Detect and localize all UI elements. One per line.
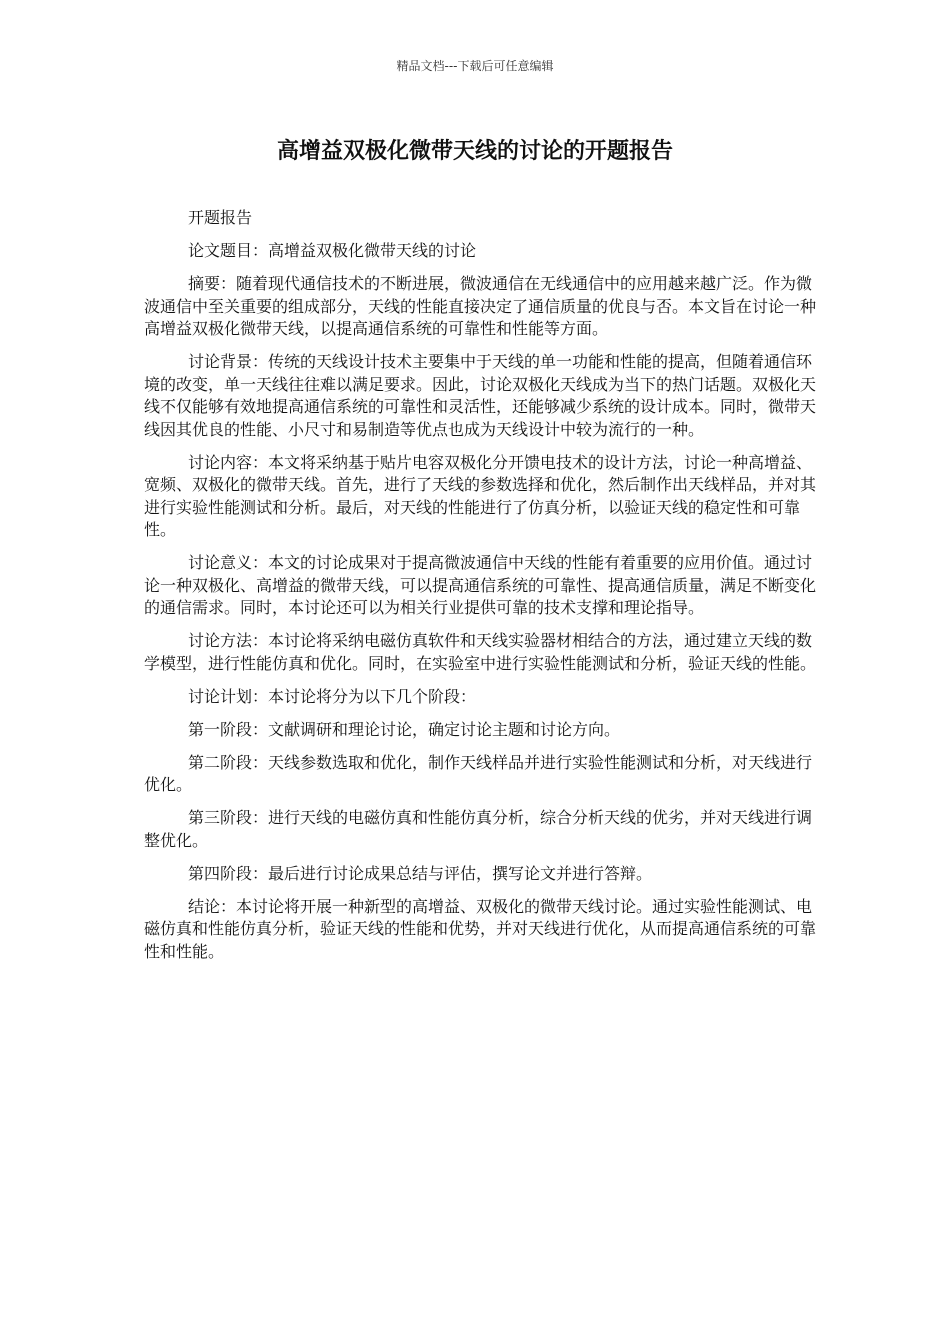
- paragraph-thesis-topic: 论文题目：高增益双极化微带天线的讨论: [188, 241, 477, 260]
- paragraph-content: 讨论内容：本文将采纳基于贴片电容双极化分开馈电技术的设计方法，讨论一种高增益、宽频、双极化的微带天线。首先，进行了天线的参数选择和优化，然后制作出天线样品，并对其进行实验性能测试和分析。最后，对天线的性能进行了仿真分析，以验证天线的稳定性和可靠性。: [144, 452, 817, 539]
- document-title: 高增益双极化微带天线的讨论的开题报告: [276, 139, 673, 164]
- paragraph-background: 讨论背景：传统的天线设计技术主要集中于天线的单一功能和性能的提高，但随着通信环境的改变，单一天线往往难以满足要求。因此，讨论双极化天线成为当下的热门话题。双极化天线不仅能够有效地提高通信系统的可靠性和灵活性，还能够减少系统的设计成本。同时，微带天线因其优良的性能、小尺寸和易制造等优点也成为天线设计中较为流行的一种。: [144, 352, 817, 439]
- paragraph-stage-1: 第一阶段：文献调研和理论讨论，确定讨论主题和讨论方向。: [188, 719, 621, 739]
- paragraph-stage-2: 第二阶段：天线参数选取和优化，制作天线样品并进行实验性能测试和分析，对天线进行优化。: [144, 752, 813, 794]
- paragraph-plan: 讨论计划：本讨论将分为以下几个阶段：: [188, 686, 477, 706]
- paragraph-report-label: 开题报告: [188, 208, 253, 227]
- paragraph-stage-3: 第三阶段：进行天线的电磁仿真和性能仿真分析，综合分析天线的优劣，并对天线进行调整优化。: [144, 808, 813, 850]
- paragraph-conclusion: 结论：本讨论将开展一种新型的高增益、双极化的微带天线讨论。通过实验性能测试、电磁仿真和性能仿真分析，验证天线的性能和优势，并对天线进行优化，从而提高通信系统的可靠性和性能。: [144, 896, 817, 961]
- page-header-watermark: 精品文档---下载后可任意编辑: [396, 59, 554, 73]
- paragraph-significance: 讨论意义：本文的讨论成果对于提高微波通信中天线的性能有着重要的应用价值。通过讨论一种双极化、高增益的微带天线，可以提高通信系统的可靠性、提高通信质量，满足不断变化的通信需求。同时，本讨论还可以为相关行业提供可靠的技术支撑和理论指导。: [144, 553, 817, 617]
- document-body: [144, 207, 816, 974]
- paragraph-abstract: 摘要：随着现代通信技术的不断进展，微波通信在无线通信中的应用越来越广泛。作为微波通信中至关重要的组成部分，天线的性能直接决定了通信质量的优良与否。本文旨在讨论一种高增益双极化微带天线，以提高通信系统的可靠性和性能等方面。: [144, 274, 817, 338]
- paragraph-stage-4: 第四阶段：最后进行讨论成果总结与评估，撰写论文并进行答辩。: [188, 863, 653, 883]
- paragraph-method: 讨论方法：本讨论将采纳电磁仿真软件和天线实验器材相结合的方法，通过建立天线的数学模型，进行性能仿真和优化。同时，在实验室中进行实验性能测试和分析，验证天线的性能。: [144, 631, 817, 673]
